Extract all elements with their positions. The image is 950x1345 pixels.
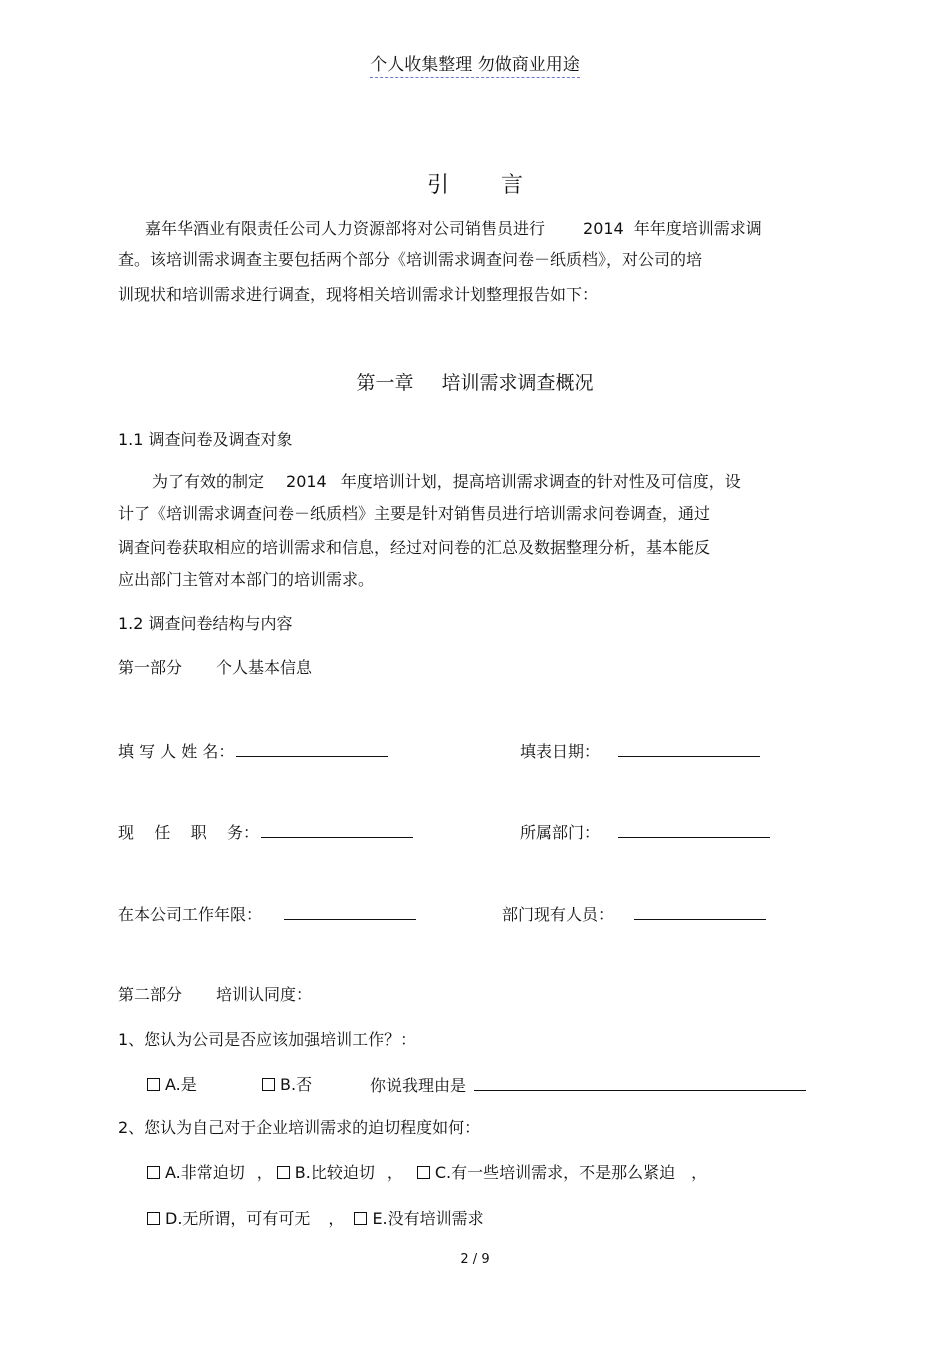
dept-label: 所属部门： <box>520 823 601 842</box>
checkbox-icon[interactable] <box>147 1166 160 1179</box>
q2-option-b-label[interactable]: B.比较迫切 <box>294 1163 375 1182</box>
date-input-line[interactable] <box>618 738 760 757</box>
q1-reason-field <box>370 1072 806 1096</box>
position-input-line[interactable] <box>261 819 413 838</box>
question-2: 2、您认为自己对于企业培训需求的迫切程度如何： <box>118 1118 481 1137</box>
chapter-title: 培训需求调查概况 <box>441 372 594 394</box>
date-field <box>520 738 760 762</box>
dept-input-line[interactable] <box>618 819 770 838</box>
q1-reason-label: 你说我理由是 <box>370 1076 467 1095</box>
s11-line-1a: 为了有效的制定 <box>152 472 265 491</box>
staff-field <box>502 901 766 925</box>
name-field <box>118 738 388 762</box>
position-label: 现 任 职 务： <box>118 823 260 842</box>
q2-separator: ， <box>691 1163 708 1182</box>
intro-line-1 <box>145 216 762 239</box>
q2-option-c-label[interactable]: C.有一些培训需求，不是那么紧迫 <box>434 1163 676 1182</box>
intro-line-1-text: 嘉年华酒业有限责任公司人力资源部将对公司销售员进行 <box>145 219 546 238</box>
position-field <box>118 819 413 843</box>
s11-line-3: 调查问卷获取相应的培训需求和信息，经过对问卷的汇总及数据整理分析，基本能反 <box>118 538 711 557</box>
part-1-title: 个人基本信息 <box>216 658 313 677</box>
checkbox-icon[interactable] <box>417 1166 430 1179</box>
q2-option-d-label[interactable]: D.无所谓，可有可无 <box>165 1209 311 1228</box>
years-field <box>118 901 416 925</box>
name-label: 填 写 人 姓 名： <box>118 742 235 761</box>
part-2-label: 第二部分 <box>118 985 183 1004</box>
section-1-2-heading: 1.2 调查问卷结构与内容 <box>118 614 293 633</box>
intro-line-2: 查。该培训需求调查主要包括两个部分《培训需求调查问卷－纸质档》，对公司的培 <box>118 250 703 269</box>
chapter-label: 第一章 <box>356 372 414 394</box>
q2-separator: ， <box>256 1163 273 1182</box>
q1-option-b-label: B.否 <box>280 1075 313 1094</box>
s11-line-4: 应出部门主管对本部门的培训需求。 <box>118 570 375 589</box>
s11-year: 2014 <box>286 472 327 491</box>
section-1-1-heading: 1.1 调查问卷及调查对象 <box>118 430 293 449</box>
name-input-line[interactable] <box>236 738 388 757</box>
intro-line-1-tail: 年年度培训需求调 <box>633 219 762 238</box>
s11-line-2: 计了《培训需求调查问卷－纸质档》主要是针对销售员进行培训需求问卷调查，通过 <box>118 504 711 523</box>
q2-option-e-label[interactable]: E.没有培训需求 <box>372 1209 484 1228</box>
s11-line-1b: 年度培训计划，提高培训需求调查的针对性及可信度，设 <box>340 472 741 491</box>
part-1-heading <box>118 655 312 678</box>
checkbox-icon[interactable] <box>147 1078 160 1091</box>
checkbox-icon[interactable] <box>147 1212 160 1225</box>
q2-option-a-label[interactable]: A.非常迫切 <box>165 1163 245 1182</box>
years-input-line[interactable] <box>284 901 416 920</box>
q2-options-row-1 <box>147 1160 707 1183</box>
q1-option-b[interactable] <box>262 1072 312 1095</box>
q2-separator: ， <box>386 1163 403 1182</box>
q2-separator: ， <box>328 1209 345 1228</box>
date-label: 填表日期： <box>520 742 601 761</box>
checkbox-icon[interactable] <box>354 1212 367 1225</box>
part-2-heading <box>118 982 312 1005</box>
q1-option-a-label: A.是 <box>165 1075 197 1094</box>
q1-reason-input-line[interactable] <box>474 1072 806 1091</box>
page-title: 引言 <box>426 173 575 198</box>
q2-options-row-2 <box>147 1206 484 1229</box>
intro-year: 2014 <box>583 219 624 238</box>
page-header <box>0 50 950 75</box>
header-text: 个人收集整理 勿做商业用途 <box>370 55 579 78</box>
years-label: 在本公司工作年限： <box>118 905 263 924</box>
checkbox-icon[interactable] <box>262 1078 275 1091</box>
part-1-label: 第一部分 <box>118 658 183 677</box>
q1-option-a[interactable] <box>147 1072 197 1095</box>
question-1: 1、您认为公司是否应该加强培训工作？： <box>118 1030 417 1049</box>
page-number: 2 / 9 <box>460 1252 490 1267</box>
staff-label: 部门现有人员： <box>502 905 615 924</box>
dept-field <box>520 819 770 843</box>
part-2-title: 培训认同度： <box>216 985 313 1004</box>
staff-input-line[interactable] <box>634 901 766 920</box>
intro-line-3: 训现状和培训需求进行调查，现将相关培训需求计划整理报告如下： <box>118 285 599 304</box>
checkbox-icon[interactable] <box>277 1166 290 1179</box>
chapter-heading <box>0 368 950 395</box>
s11-line-1 <box>152 469 741 492</box>
